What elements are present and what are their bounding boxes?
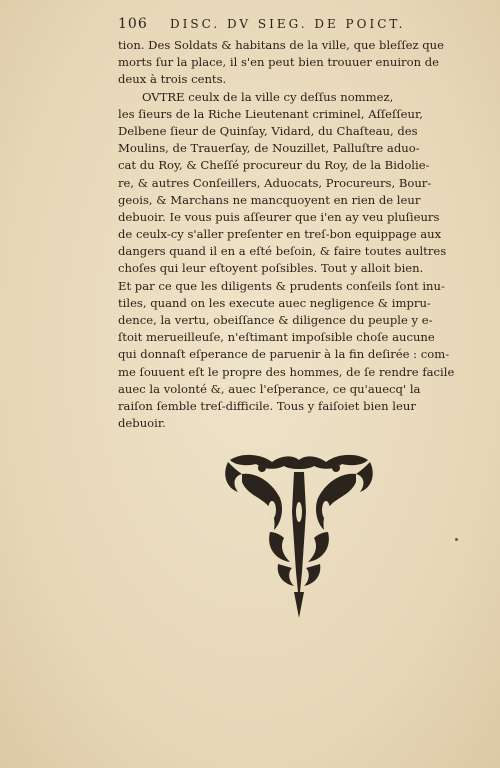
text-line: raiſon ſemble treſ-difficile. Tous y faiſoiet bien leur	[118, 398, 416, 413]
text-line: debuoir. Ie vous puis aſſeurer que i'en ay veu pluſieurs	[118, 209, 440, 224]
text-line: Et par ce que les diligents & prudents conſeils ſont inu-	[118, 278, 445, 293]
text-line: les ſieurs de la Riche Lieutenant criminel, Aſſeſſeur,	[118, 106, 423, 121]
text-line: auec la volonté &, auec l'eſperance, ce qu'auecq' la	[118, 381, 421, 396]
text-line: me ſouuent eſt le propre des hommes, de ſe rendre facile	[118, 364, 455, 379]
text-line: OVTRE ceulx de la ville cy deſſus nommez,	[142, 89, 394, 104]
text-line: qui donnaſt eſperance de paruenir à la fin deſirée : com-	[118, 347, 450, 362]
text-line: tion. Des Soldats & habitans de la ville, que bleſſez que	[118, 38, 445, 52]
text-line: ſtoit merueilleuſe, n'eſtimant impoſsible choſe aucune	[118, 330, 435, 345]
text-line: dangers quand il en a eſté beſoin, & faire toutes aultres	[118, 244, 447, 259]
text-line: re, & autres Conſeillers, Aduocats, Procureurs, Bour-	[118, 175, 432, 190]
body-text	[118, 37, 492, 432]
text-line: deux à trois cents.	[118, 72, 227, 87]
text-line: morts ſur la place, il s'en peut bien trouuer enuiron de	[118, 55, 440, 70]
text-line: Delbene ſieur de Quinſay, Vidard, du Chaſteau, des	[118, 123, 418, 138]
text-line: cat du Roy, & Cheſſé procureur du Roy, de la Bidolie-	[118, 158, 430, 173]
text-line: geois, & Marchans ne mancquoyent en rien de leur	[118, 192, 421, 207]
ink-speck	[455, 538, 458, 541]
ornament-fleuron-icon	[222, 452, 376, 618]
page-number: 106	[118, 16, 148, 32]
text-line: debuoir.	[118, 416, 166, 431]
text-line: de ceulx-cy s'aller preſenter en treſ-bon equippage aux	[118, 227, 442, 242]
running-title: DISC. DV SIEG. DE POICT.	[170, 17, 406, 31]
text-line: dence, la vertu, obeiſſance & diligence du peuple y e-	[118, 313, 433, 327]
text-line: tiles, quand on les execute auec negligence & impru-	[118, 295, 431, 310]
page-header	[118, 16, 490, 38]
text-line: Moulins, de Trauerſay, de Nouzillet, Palluſtre aduo-	[118, 141, 420, 156]
text-line: choſes qui leur eſtoyent poſsibles. Tout y alloit bien.	[118, 261, 424, 276]
